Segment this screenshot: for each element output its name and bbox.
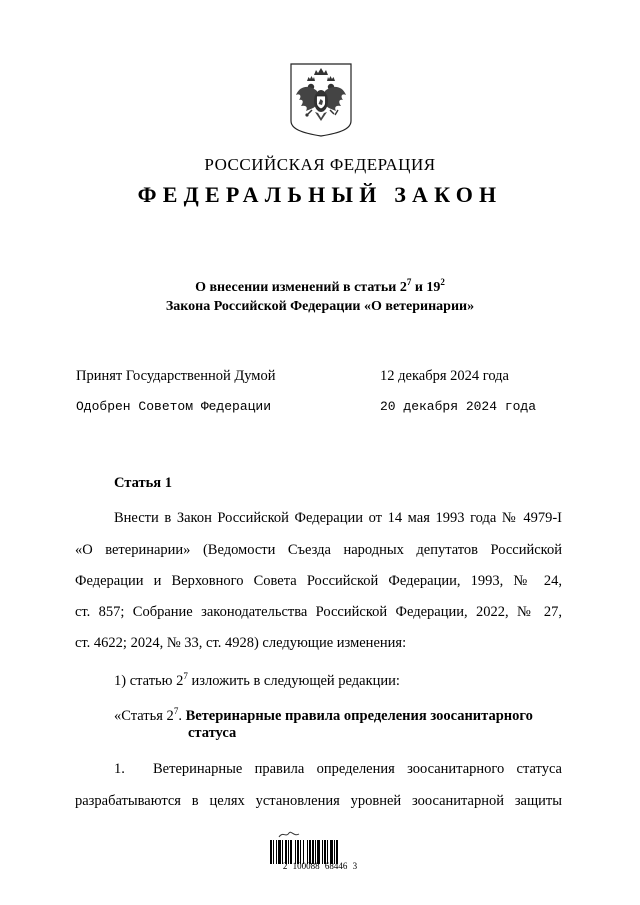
duma-adoption-label: Принят Государственной Думой xyxy=(76,368,276,384)
article-line: ст. 4622; 2024, № 33, ст. 4928) следующие изменения: xyxy=(75,635,407,651)
point-text-line: Ветеринарные правила определения зоосанитарного статуса xyxy=(153,761,562,777)
duma-adoption-date: 12 декабря 2024 года xyxy=(380,368,509,384)
barcode-number: 2 100088 68446 3 xyxy=(282,861,358,871)
point-text-line: разрабатываются в целях установления уровней зоосанитарной защиты xyxy=(75,793,562,809)
article-line: Внести в Закон Российской Федерации от 14 мая 1993 года № 4979-I xyxy=(114,510,562,526)
article-line: «О ветеринарии» (Ведомости Съезда народных депутатов Российской xyxy=(75,542,562,558)
article-line: ст. 857; Собрание законодательства Российской Федерации, 2022, № 27, xyxy=(75,604,562,620)
amendment-item-1: 1) статью $2^7$ изложить в следующей редакции: xyxy=(114,671,400,689)
quoted-article-heading-cont: статуса xyxy=(188,725,237,741)
country-name: РОССИЙСКАЯ ФЕДЕРАЦИЯ xyxy=(204,155,436,174)
signature-mark xyxy=(278,826,300,836)
coat-of-arms-emblem xyxy=(290,63,352,137)
council-approval-date: 20 декабря 2024 года xyxy=(380,399,537,414)
law-title-line-1: О внесении изменений в статьи $2^7$ и $19^2$ xyxy=(195,277,445,295)
quoted-article-heading: «Статья $2^7$. Ветеринарные правила определения зоосанитарного xyxy=(114,706,533,724)
article-line: Федерации и Верховного Совета Российской Федерации, 1993, № 24, xyxy=(75,573,562,589)
article-heading: Статья 1 xyxy=(114,475,172,491)
council-approval-label: Одобрен Советом Федерации xyxy=(76,399,272,414)
law-type-heading: ФЕДЕРАЛЬНЫЙ ЗАКОН xyxy=(137,182,503,207)
point-number: 1. xyxy=(114,761,125,777)
law-title-line-2: Закона Российской Федерации «О ветеринарии» xyxy=(165,299,475,314)
